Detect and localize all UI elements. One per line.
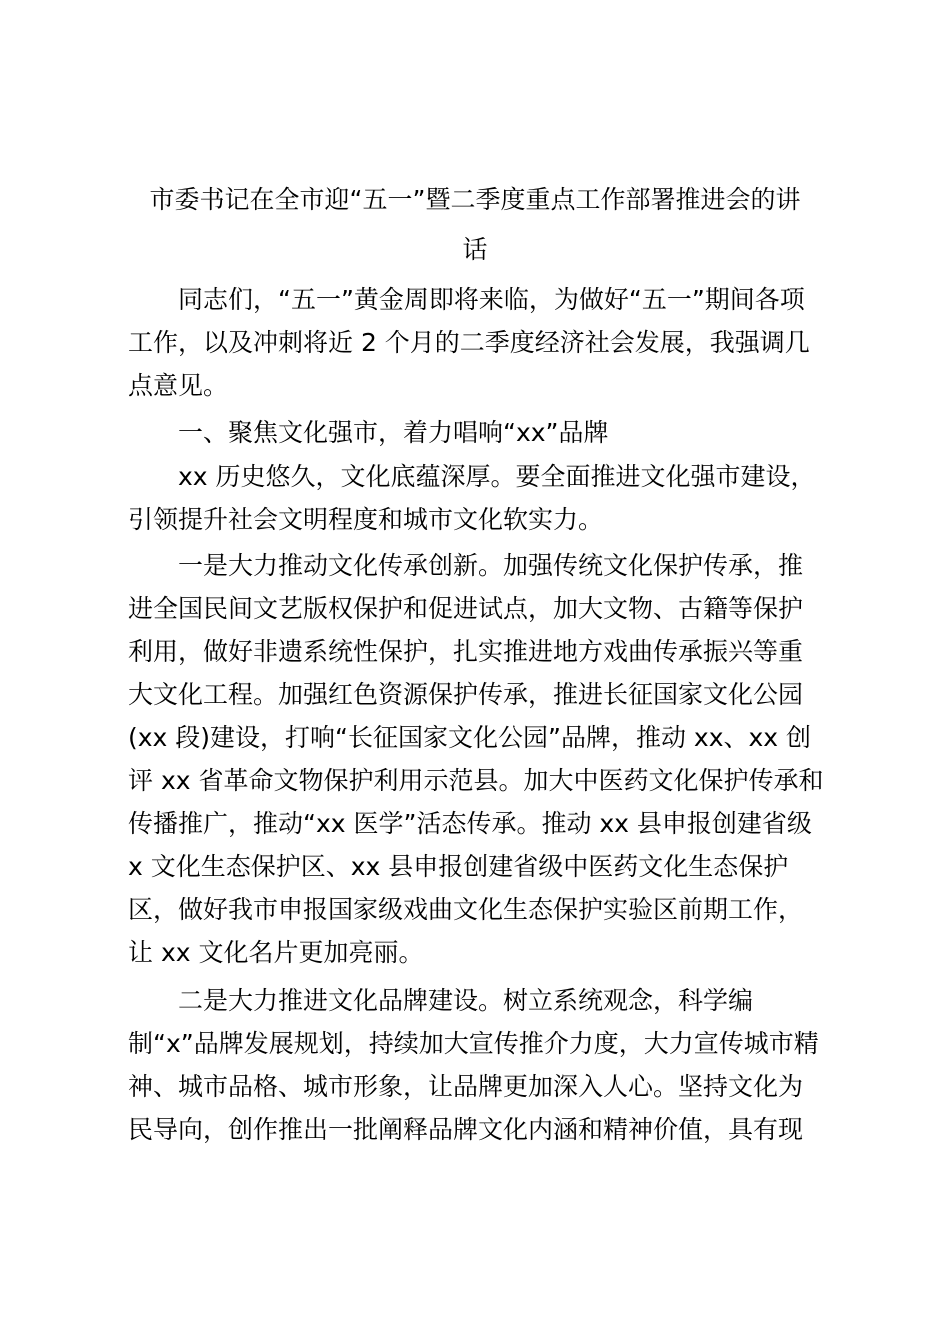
paragraph-line: 进全国民间文艺版权保护和促进试点，加大文物、古籍等保护: [128, 594, 804, 623]
paragraph-line: xx 历史悠久，文化底蕴深厚。要全面推进文化强市建设，: [178, 462, 816, 491]
paragraph-line: 工作，以及冲刺将近 2 个月的二季度经济社会发展，我强调几: [128, 328, 810, 357]
paragraph-line: 区，做好我市申报国家级戏曲文化生态保护实验区前期工作，: [128, 895, 804, 924]
paragraph-line: 大文化工程。加强红色资源保护传承，推进长征国家文化公园: [128, 680, 804, 709]
section-heading: 一、聚焦文化强市，着力唱响“xx”品牌: [178, 418, 609, 447]
paragraph-line: 神、城市品格、城市形象，让品牌更加深入人心。坚持文化为: [128, 1072, 804, 1101]
paragraph-line: 评 xx 省革命文物保护利用示范县。加大中医药文化保护传承和: [128, 766, 824, 795]
paragraph-line: 传播推广，推动“xx 医学”活态传承。推动 xx 县申报创建省级: [128, 809, 812, 838]
document-title-line-2: 话: [462, 235, 488, 264]
paragraph-line: 制“x”品牌发展规划，持续加大宣传推介力度，大力宣传城市精: [128, 1029, 819, 1058]
document-title-line-1: 市委书记在全市迎“五一”暨二季度重点工作部署推进会的讲: [149, 185, 801, 214]
paragraph-line: 点意见。: [128, 371, 229, 400]
paragraph-line: 让 xx 文化名片更加亮丽。: [128, 938, 424, 967]
paragraph-line: x 文化生态保护区、xx 县申报创建省级中医药文化生态保护: [128, 852, 789, 881]
paragraph-line: 二是大力推进文化品牌建设。树立系统观念，科学编: [178, 986, 754, 1015]
paragraph-line: 一是大力推动文化传承创新。加强传统文化保护传承，推: [178, 551, 804, 580]
paragraph-line: (xx 段)建设，打响“长征国家文化公园”品牌，推动 xx、xx 创: [128, 723, 812, 752]
paragraph-line: 同志们，“五一”黄金周即将来临，为做好“五一”期间各项: [178, 285, 805, 314]
paragraph-line: 民导向，创作推出一批阐释品牌文化内涵和精神价值，具有现: [128, 1115, 804, 1144]
paragraph-line: 利用，做好非遗系统性保护，扎实推进地方戏曲传承振兴等重: [128, 637, 804, 666]
paragraph-line: 引领提升社会文明程度和城市文化软实力。: [128, 505, 604, 534]
